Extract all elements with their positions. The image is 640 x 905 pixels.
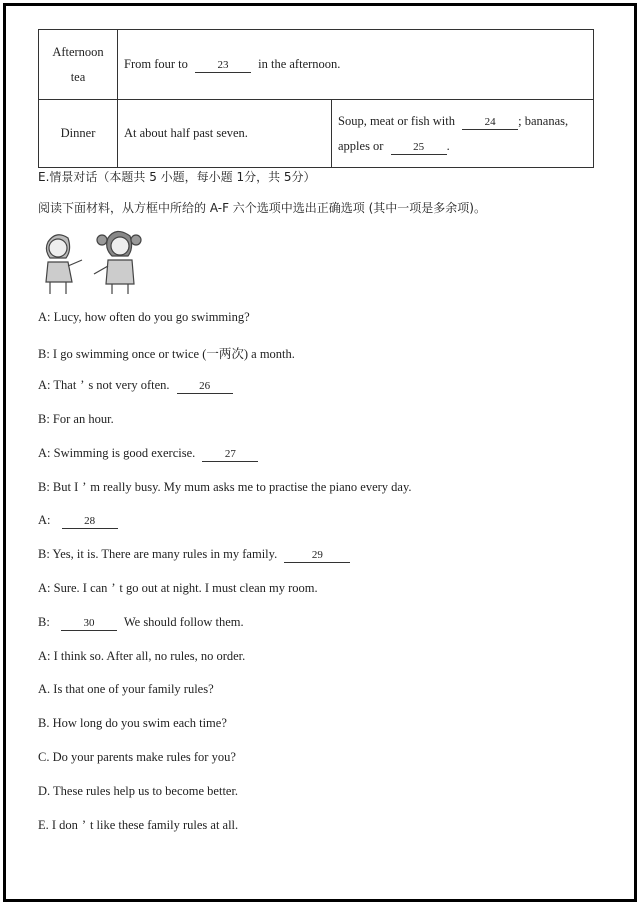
meal-schedule-table bbox=[38, 29, 594, 168]
dialogue-line: A: Swimming is good exercise. 27 bbox=[38, 446, 258, 462]
answer-blank-27[interactable]: 27 bbox=[202, 448, 258, 462]
meal-cell bbox=[39, 30, 118, 100]
two-girls-illustration bbox=[38, 228, 146, 296]
food-text: ; bananas, bbox=[518, 113, 569, 128]
time-cell: At about half past seven. bbox=[118, 100, 332, 168]
dialogue-line: A: Sure. I can ’ t go out at night. I must clean my room. bbox=[38, 581, 318, 595]
food-cell bbox=[332, 100, 594, 168]
dialogue-line: B: 30 We should follow them. bbox=[38, 615, 244, 629]
answer-blank-29[interactable]: 29 bbox=[284, 549, 350, 563]
option-b: B. How long do you swim each time? bbox=[38, 716, 227, 730]
option-e: E. I don ’ t like these family rules at all. bbox=[38, 818, 239, 832]
answer-blank-30[interactable]: 30 bbox=[61, 617, 117, 631]
dialogue-line: B: For an hour. bbox=[38, 412, 114, 426]
time-text: From four to bbox=[124, 57, 188, 71]
food-text: . bbox=[446, 138, 450, 153]
dialogue-line: A: 28 bbox=[38, 513, 118, 529]
dialogue-line: B: Yes, it is. There are many rules in my family. 29 bbox=[38, 547, 350, 563]
meal-cell: Dinner bbox=[39, 100, 118, 168]
option-c: C. Do your parents make rules for you? bbox=[38, 750, 236, 764]
answer-blank-28[interactable]: 28 bbox=[62, 515, 118, 529]
option-d: D. These rules help us to become better. bbox=[38, 784, 239, 798]
table-row bbox=[39, 100, 594, 168]
time-text: in the afternoon. bbox=[258, 57, 341, 71]
dialogue-line: A: That ’ s not very often. 26 bbox=[38, 378, 233, 394]
dialogue-line: B: I go swimming once or twice (一两次) a month. bbox=[38, 347, 295, 361]
food-text: Soup, meat or fish with bbox=[338, 113, 456, 128]
time-cell bbox=[118, 30, 594, 100]
answer-blank-25[interactable]: 25 bbox=[391, 141, 447, 155]
section-instruction: 阅读下面材料，从方框中所给的 A-F 六个选项中选出正确选项 (其中一项是多余项)。 bbox=[38, 201, 486, 215]
meal-label: tea bbox=[70, 69, 86, 84]
section-title: E.情景对话（本题共 5 小题，每小题 1分，共 5分） bbox=[38, 170, 316, 184]
answer-blank-26[interactable]: 26 bbox=[177, 380, 233, 394]
table-row bbox=[39, 30, 594, 100]
answer-blank-23[interactable]: 23 bbox=[195, 59, 251, 73]
dialogue-line: A: Lucy, how often do you go swimming? bbox=[38, 310, 250, 324]
dialogue-line: A: I think so. After all, no rules, no order. bbox=[38, 649, 246, 663]
option-a: A. Is that one of your family rules? bbox=[38, 682, 214, 696]
dialogue-line: B: But I ’ m really busy. My mum asks me to practise the piano every day. bbox=[38, 480, 412, 494]
meal-label: Afternoon bbox=[52, 44, 104, 59]
food-text: apples or bbox=[338, 138, 384, 153]
answer-blank-24[interactable]: 24 bbox=[462, 116, 518, 130]
